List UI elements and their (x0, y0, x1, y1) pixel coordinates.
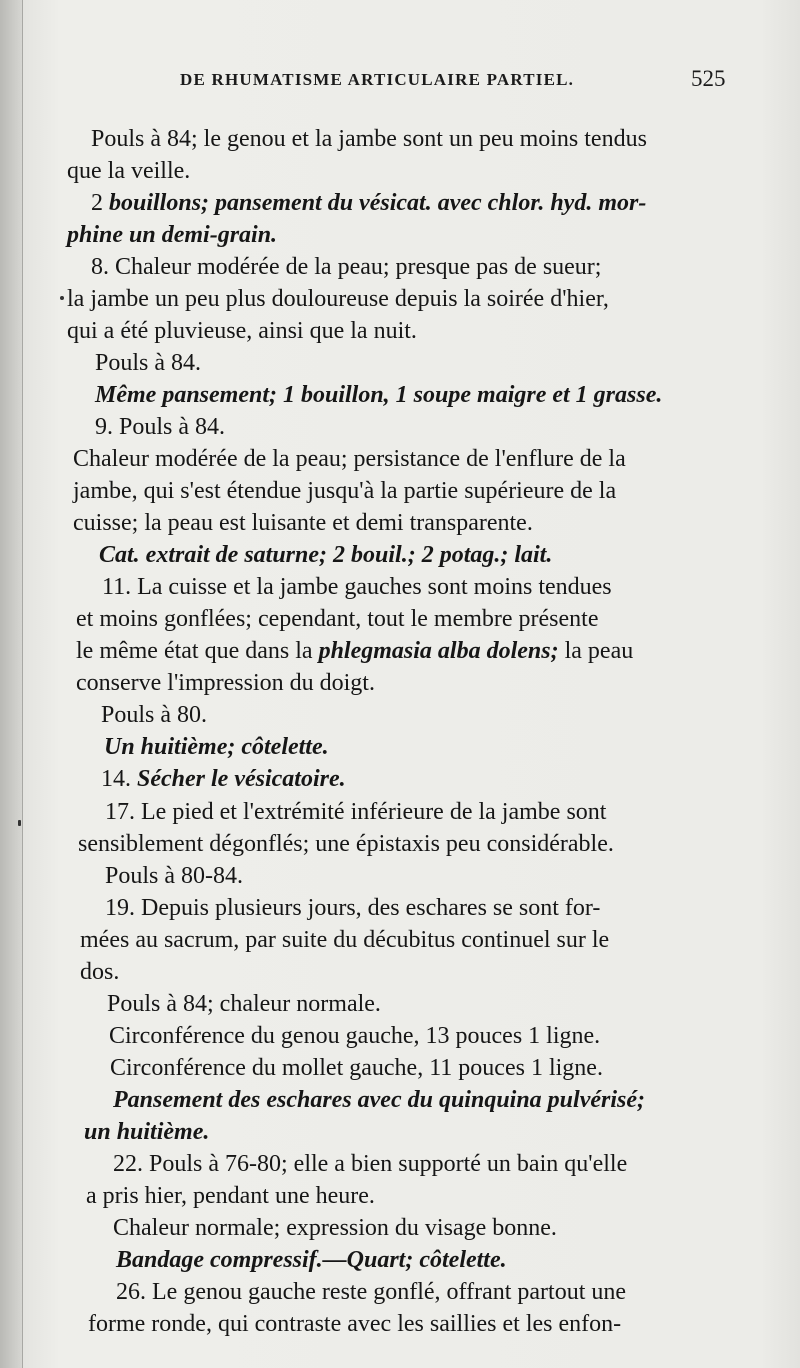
text-line: 26. Le genou gauche reste gonflé, offrant partout une (116, 1279, 627, 1305)
text-line: Pouls à 84. (95, 350, 202, 376)
text-line: 9. Pouls à 84. (95, 414, 226, 440)
ink-speck (60, 296, 64, 300)
text-line: jambe, qui s'est étendue jusqu'à la partie supérieure de la (73, 478, 617, 504)
text-line: Chaleur normale; expression du visage bonne. (113, 1215, 557, 1241)
page-binding-shadow (0, 0, 23, 1368)
text-fragment: la peau (558, 638, 634, 664)
italic-line: Même pansement; 1 bouillon, 1 soupe maigre et 1 grasse. (95, 382, 663, 408)
italic-line: Un huitième; côtelette. (104, 734, 329, 760)
text-line: 11. La cuisse et la jambe gauches sont moins tendues (102, 574, 612, 600)
italic-line: Bandage compressif.—Quart; côtelette. (116, 1247, 507, 1273)
text-line (76, 636, 633, 666)
text-line: 8. Chaleur modérée de la peau; presque pas de sueur; (91, 254, 602, 280)
text-line: et moins gonflées; cependant, tout le membre présente (76, 606, 599, 632)
text-line: cuisse; la peau est luisante et demi transparente. (73, 510, 533, 536)
text-line: conserve l'impression du doigt. (76, 670, 375, 696)
text-line: qui a été pluvieuse, ainsi que la nuit. (67, 318, 417, 344)
text-line: sensiblement dégonflés; une épistaxis peu considérable. (78, 831, 614, 857)
text-line: Pouls à 80-84. (105, 863, 243, 889)
text-line (101, 764, 346, 794)
text-line: dos. (80, 959, 120, 985)
text-line: Circonférence du mollet gauche, 11 pouces 1 ligne. (110, 1055, 603, 1081)
text-line (91, 188, 646, 218)
text-fragment: 14. (101, 766, 137, 792)
text-line: Pouls à 84; chaleur normale. (107, 991, 381, 1017)
text-line: que la veille. (67, 158, 191, 184)
text-fragment: 2 (91, 190, 109, 216)
text-fragment: le même état que dans la (76, 638, 319, 664)
italic-line: Pansement des eschares avec du quinquina pulvérisé; (113, 1087, 645, 1113)
ink-speck (18, 820, 21, 826)
text-line: 22. Pouls à 76-80; elle a bien supporté un bain qu'elle (113, 1151, 628, 1177)
running-header: DE RHUMATISME ARTICULAIRE PARTIEL. (180, 70, 575, 89)
text-line: forme ronde, qui contraste avec les saillies et les enfon- (88, 1311, 622, 1337)
italic-text: Sécher le vésicatoire. (137, 766, 346, 792)
text-line: Pouls à 80. (101, 702, 208, 728)
text-line: Pouls à 84; le genou et la jambe sont un peu moins tendus (91, 126, 647, 152)
text-line: Circonférence du genou gauche, 13 pouces 1 ligne. (109, 1023, 601, 1049)
text-line: mées au sacrum, par suite du décubitus continuel sur le (80, 927, 610, 953)
italic-text: bouillons; pansement du vésicat. avec chlor. hyd. mor- (109, 190, 647, 216)
italic-line: phine un demi-grain. (67, 222, 278, 248)
italic-line: Cat. extrait de saturne; 2 bouil.; 2 potag.; lait. (99, 542, 553, 568)
text-line: 17. Le pied et l'extrémité inférieure de la jambe sont (105, 799, 607, 825)
page-number: 525 (691, 66, 726, 91)
text-line: Chaleur modérée de la peau; persistance de l'enflure de la (73, 446, 626, 472)
italic-line: un huitième. (84, 1119, 210, 1145)
text-line: la jambe un peu plus douloureuse depuis la soirée d'hier, (67, 286, 609, 312)
text-line: 19. Depuis plusieurs jours, des eschares se sont for- (105, 895, 601, 921)
text-line: a pris hier, pendant une heure. (86, 1183, 375, 1209)
italic-text: phlegmasia alba dolens; (318, 638, 559, 664)
